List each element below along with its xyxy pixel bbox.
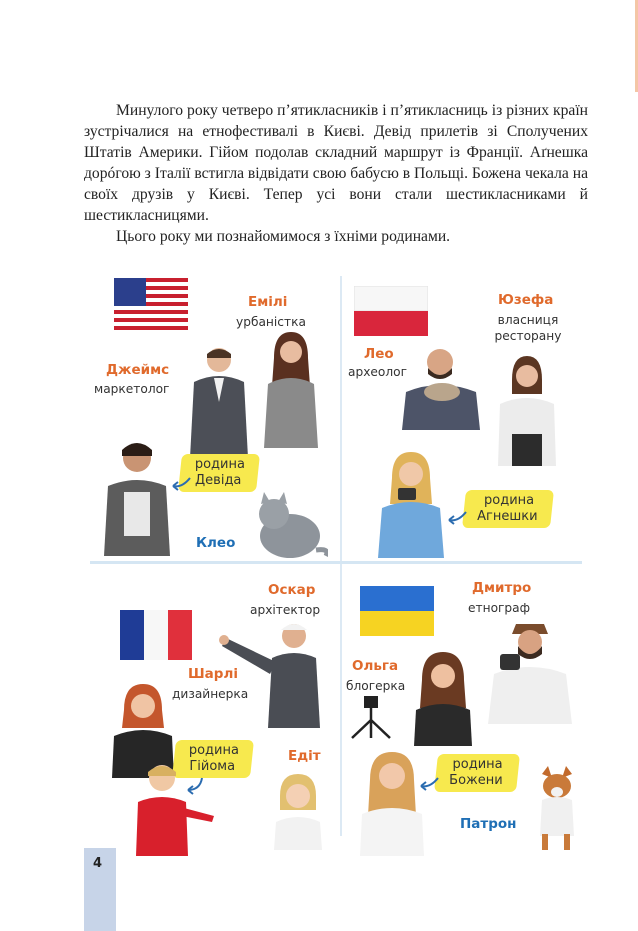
dmytro-photo [480, 614, 580, 724]
family-label-line2: Гійома [189, 759, 236, 774]
poland-flag [354, 286, 428, 336]
guillaume-photo [118, 760, 218, 856]
oskar-name: Оскар [268, 582, 316, 598]
olga-name: Ольга [352, 658, 399, 674]
intro-paragraph: Минулого року четверо п’ятикласників і п’ятикласниць із різних країн зустрічалися на етнофестивалі в Києві. Девід прилетів зі Сполучених Штатів Америки. Гійом подолав складний маршрут із Франції. Аґнешка дорóгою з Італії встигла відвідати свою бабусю в Польщі. Божена чекала на своїх друзів у Києві. Тепер усі вони стали шестикласниками й шестикласницями. [84, 102, 588, 224]
horizontal-divider [90, 561, 582, 564]
agnieszka-photo [374, 448, 448, 558]
leo-photo [398, 340, 484, 430]
family-label-line1: родина [194, 457, 245, 472]
juzefa-name: Юзефа [498, 292, 554, 308]
page-number-tab [84, 848, 116, 931]
james-photo [182, 342, 256, 458]
ukraine-flag [360, 586, 434, 636]
emili-role: урбаністка [236, 315, 306, 329]
oskar-role: архітектор [250, 603, 321, 617]
olga-role: блогерка [346, 679, 406, 693]
family-label-line2: Девіда [195, 473, 242, 488]
intro-paragraph-2: Цього року ми познайомимося з їхніми родинами. [116, 228, 451, 245]
page-number: 4 [93, 856, 103, 871]
cleo-cat-photo [250, 490, 328, 560]
leo-role: археолог [348, 365, 408, 379]
vertical-divider [340, 276, 342, 836]
bozhena-photo [354, 746, 430, 856]
dmytro-name: Дмитро [472, 580, 532, 596]
edit-photo [268, 770, 328, 850]
juzefa-role [488, 312, 568, 344]
usa-flag [114, 278, 188, 330]
france-flag [120, 610, 192, 660]
patron-dog-photo [528, 766, 584, 852]
intro-text [84, 100, 588, 247]
emili-photo [260, 328, 322, 448]
emili-name: Емілі [248, 294, 288, 310]
family-label-bozhena [434, 754, 520, 792]
family-label-agnieszka [462, 490, 554, 528]
james-name: Джеймс [106, 362, 170, 378]
david-photo [102, 436, 172, 556]
olga-photo [408, 646, 478, 746]
sharli-name: Шарлі [188, 666, 238, 682]
tripod-camera-icon [346, 696, 396, 740]
arrow-icon [418, 774, 440, 792]
family-label-line1: родина [452, 757, 503, 772]
family-label-line2: Агнешки [477, 509, 538, 524]
juzefa-role-line2: ресторану [494, 329, 562, 343]
juzefa-photo [490, 350, 564, 466]
family-label-line1: родина [188, 743, 239, 758]
juzefa-role-line1: власниця [497, 313, 559, 327]
leo-name: Лео [364, 346, 394, 362]
sharli-role: дизайнерка [172, 687, 249, 701]
family-label-line2: Божени [449, 773, 503, 788]
patron-name: Патрон [460, 816, 517, 832]
family-label-line1: родина [483, 493, 535, 508]
arrow-icon [170, 474, 192, 492]
edit-name: Едіт [288, 748, 321, 764]
cleo-name: Клео [196, 535, 236, 551]
arrow-icon [446, 508, 468, 526]
james-role: маркетолог [94, 382, 170, 396]
families-illustration [84, 268, 588, 858]
dmytro-role: етнограф [468, 601, 531, 615]
